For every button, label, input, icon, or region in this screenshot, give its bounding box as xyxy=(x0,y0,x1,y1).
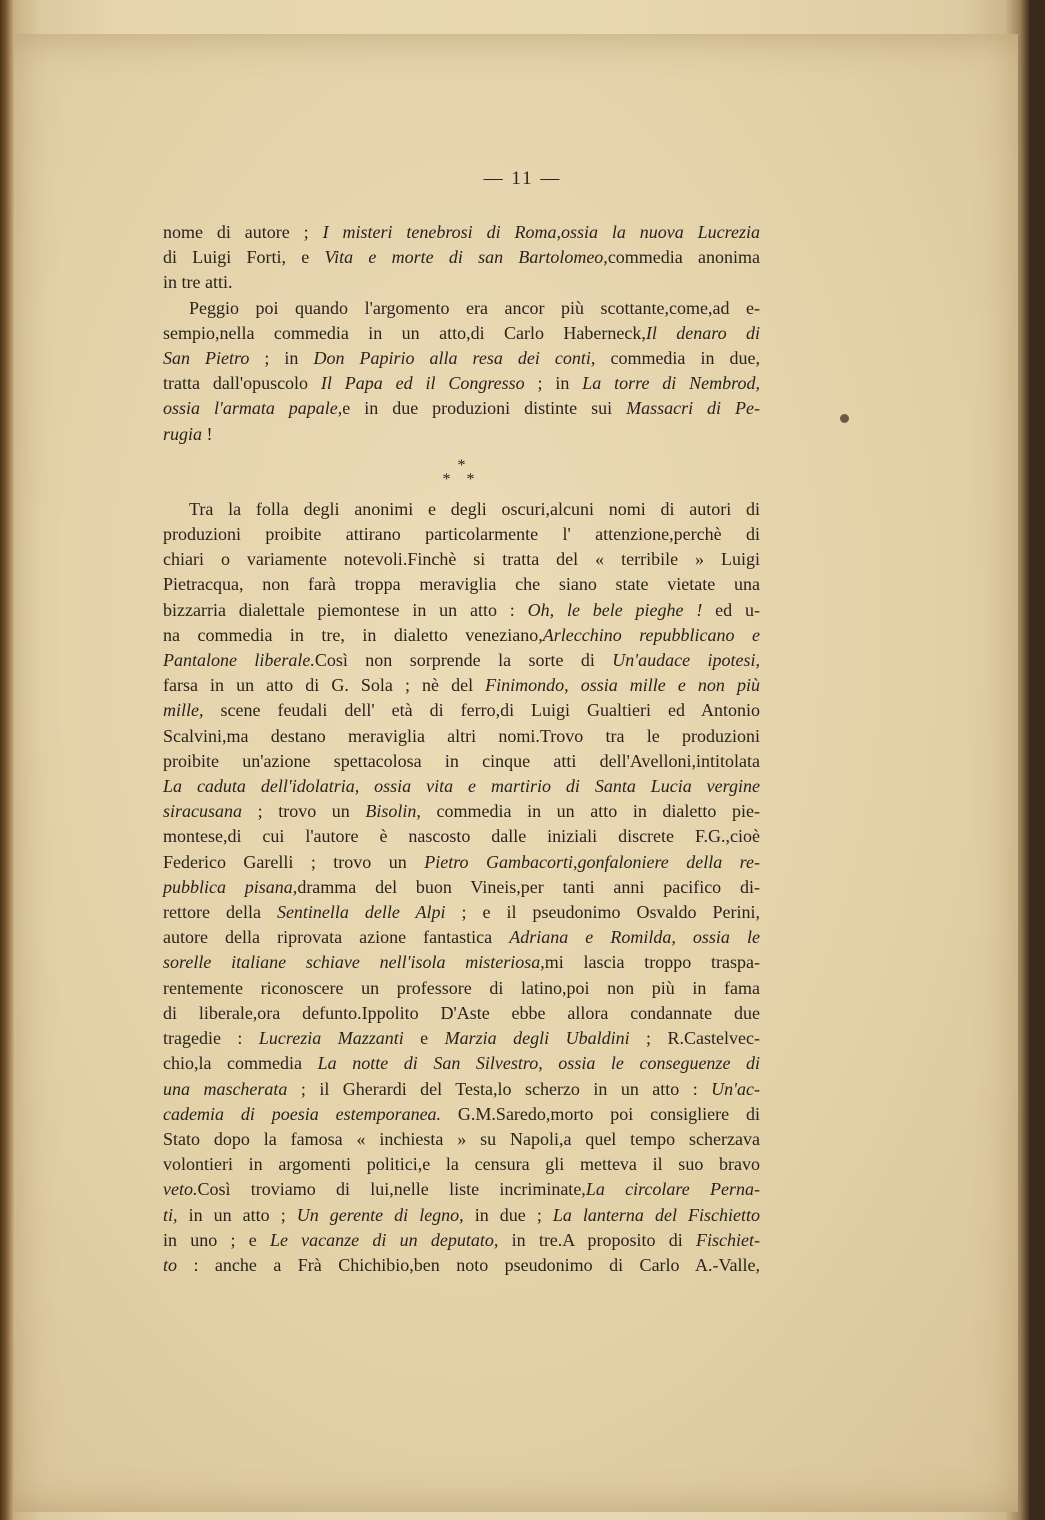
text-line: veto.Così troviamo di lui,nelle liste incriminate,La circolare Perna- xyxy=(163,1179,760,1200)
text-line: mille, scene feudali dell' età di ferro,di Luigi Gualtieri ed Antonio xyxy=(163,700,760,721)
text-line: di liberale,ora defunto.Ippolito D'Aste ebbe allora condannate due xyxy=(163,1002,760,1023)
text-line: sempio,nella commedia in un atto,di Carlo Haberneck,Il denaro di xyxy=(163,322,760,343)
text-line: rugia ! xyxy=(163,423,213,444)
page-number: — 11 — xyxy=(483,168,562,189)
text-line: nome di autore ; I misteri tenebrosi di Roma,ossia la nuova Lucrezia xyxy=(163,222,760,242)
text-line: montese,di cui l'autore è nascosto dalle iniziali discrete F.G.,cioè xyxy=(163,826,760,847)
text-line: na commedia in tre, in dialetto veneziano,Arlecchino repubblicano e xyxy=(163,624,760,645)
text-line: tratta dall'opuscolo Il Papa ed il Congresso ; in La torre di Nembrod, xyxy=(163,373,760,394)
text-line: rentemente riconoscere un professore di latino,poi non più in fama xyxy=(163,977,760,998)
text-line: chiari o variamente notevoli.Finchè si tratta del « terribile » Luigi xyxy=(163,549,760,570)
text-line: ti, in un atto ; Un gerente di legno, in due ; La lanterna del Fischietto xyxy=(163,1204,760,1225)
text-line: di Luigi Forti, e Vita e morte di san Bartolomeo,commedia anonima xyxy=(163,247,761,268)
text-line: bizzarria dialettale piemontese in un atto : Oh, le bele pieghe ! ed u- xyxy=(163,599,760,620)
text-line: chio,la commedia La notte di San Silvestro, ossia le conseguenze di xyxy=(163,1053,761,1074)
text-line: rettore della Sentinella delle Alpi ; e il pseudonimo Osvaldo Perini, xyxy=(163,902,760,923)
text-line: tragedie : Lucrezia Mazzanti e Marzia degli Ubaldini ; R.Castelvec- xyxy=(163,1028,760,1049)
text-line: to : anche a Frà Chichibio,ben noto pseudonimo di Carlo A.-Valle, xyxy=(163,1254,760,1275)
text-line: cademia di poesia estemporanea. G.M.Saredo,morto poi consigliere di xyxy=(163,1103,760,1124)
text-line: volontieri in argomenti politici,e la censura gli metteva il suo bravo xyxy=(163,1154,760,1175)
text-line: proibite un'azione spettacolosa in cinque atti dell'Avelloni,intitolata xyxy=(163,750,760,771)
text-line: Stato dopo la famosa « inchiesta » su Napoli,a quel tempo scherzava xyxy=(163,1128,760,1149)
text-line: farsa in un atto di G. Sola ; nè del Finimondo, ossia mille e non più xyxy=(163,675,760,696)
text-line: ossia l'armata papale,e in due produzioni distinte sui Massacri di Pe- xyxy=(163,398,760,419)
text-line: in uno ; e Le vacanze di un deputato, in tre.A proposito di Fischiet- xyxy=(163,1229,760,1250)
text-line: Pietracqua, non farà troppa meraviglia che siano state vietate una xyxy=(163,574,760,595)
text-line: siracusana ; trovo un Bisolin, commedia in un atto in dialetto pie- xyxy=(163,801,760,822)
text-line: sorelle italiane schiave nell'isola misteriosa,mi lascia troppo traspa- xyxy=(163,952,760,973)
section-asterism: * * * xyxy=(442,456,481,488)
body-text xyxy=(163,220,760,1278)
text-line: Tra la folla degli anonimi e degli oscuri,alcuni nomi di autori di xyxy=(189,498,760,519)
ink-spot xyxy=(840,414,849,423)
text-line: Federico Garelli ; trovo un Pietro Gambacorti,gonfaloniere della re- xyxy=(163,851,760,872)
text-line: La caduta dell'idolatria, ossia vita e martirio di Santa Lucia vergine xyxy=(163,776,760,797)
text-line: produzioni proibite attirano particolarmente l' attenzione,perchè di xyxy=(163,524,760,545)
text-line: Pantalone liberale.Così non sorprende la sorte di Un'audace ipotesi, xyxy=(163,650,760,671)
text-line: Peggio poi quando l'argomento era ancor più scottante,come,ad e- xyxy=(189,297,760,318)
text-line: Scalvini,ma destano meraviglia altri nomi.Trovo tra le produzioni xyxy=(163,725,760,746)
text-line: in tre atti. xyxy=(163,272,233,293)
text-line: San Pietro ; in Don Papirio alla resa dei conti, commedia in due, xyxy=(163,348,760,369)
text-line: autore della riprovata azione fantastica Adriana e Romilda, ossia le xyxy=(163,927,760,948)
text-line: una mascherata ; il Gherardi del Testa,lo scherzo in un atto : Un'ac- xyxy=(163,1078,760,1099)
text-line: pubblica pisana,dramma del buon Vineis,per tanti anni pacifico di- xyxy=(163,876,760,897)
